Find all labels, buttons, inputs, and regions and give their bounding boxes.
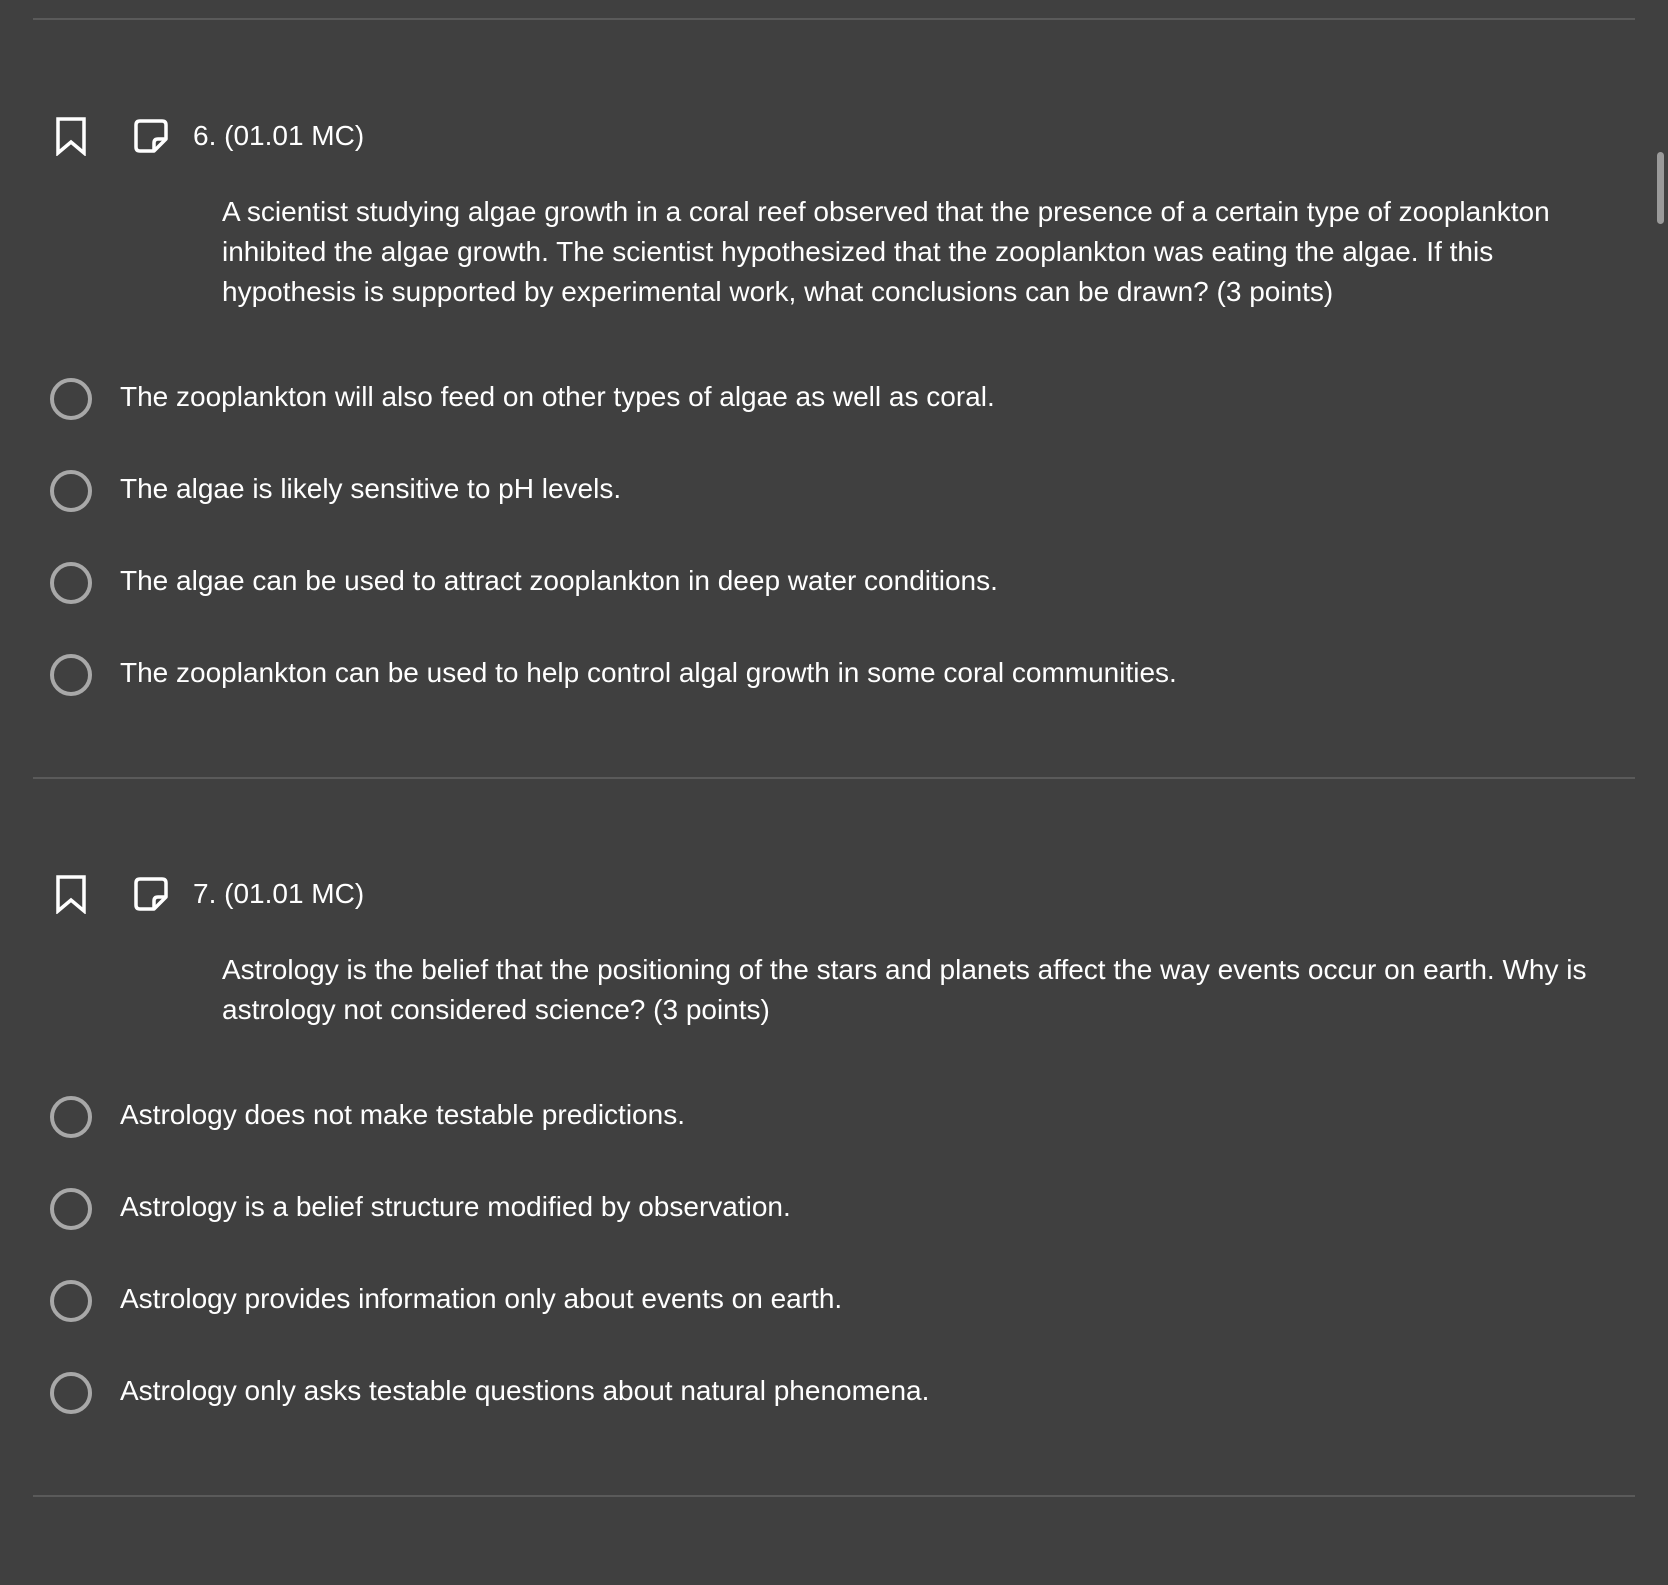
choice-label: Astrology does not make testable predictions.	[120, 1099, 685, 1130]
choice-label: The algae is likely sensitive to pH levels.	[120, 473, 622, 504]
question-number: 6. (01.01 MC)	[193, 120, 365, 151]
bookmark-icon[interactable]	[55, 116, 87, 156]
radio-button[interactable]	[50, 1372, 92, 1414]
divider-bottom	[33, 1495, 1635, 1497]
sticky-note-icon[interactable]	[134, 877, 168, 911]
answer-choice-a[interactable]	[50, 1094, 1550, 1138]
divider-middle	[33, 777, 1635, 779]
choice-label: Astrology provides information only about events on earth.	[120, 1283, 843, 1314]
choice-label: The zooplankton can be used to help control algal growth in some coral communities.	[120, 657, 1177, 688]
radio-button[interactable]	[50, 1188, 92, 1230]
question-number: 7. (01.01 MC)	[193, 878, 365, 909]
radio-button[interactable]	[50, 470, 92, 512]
answer-choice-c[interactable]	[50, 560, 1550, 604]
answer-choice-d[interactable]	[50, 652, 1550, 696]
radio-button[interactable]	[50, 654, 92, 696]
choice-label: The algae can be used to attract zooplankton in deep water conditions.	[120, 565, 998, 596]
answer-choice-d[interactable]	[50, 1370, 1550, 1414]
question-prompt: Astrology is the belief that the positioning of the stars and planets affect the way events occur on earth. Why is astrology not considered science? (3 points)	[222, 954, 1587, 1025]
divider-top	[33, 18, 1635, 20]
choice-label: Astrology only asks testable questions about natural phenomena.	[120, 1375, 930, 1406]
answer-choice-b[interactable]	[50, 1186, 1550, 1230]
scrollbar-thumb[interactable]	[1657, 152, 1664, 224]
answer-choice-c[interactable]	[50, 1278, 1550, 1322]
choice-label: Astrology is a belief structure modified by observation.	[120, 1191, 791, 1222]
choice-label: The zooplankton will also feed on other types of algae as well as coral.	[120, 381, 995, 412]
radio-button[interactable]	[50, 562, 92, 604]
bookmark-icon[interactable]	[55, 874, 87, 914]
radio-button[interactable]	[50, 1096, 92, 1138]
sticky-note-icon[interactable]	[134, 119, 168, 153]
question-header	[0, 116, 800, 156]
radio-button[interactable]	[50, 378, 92, 420]
question-prompt: A scientist studying algae growth in a coral reef observed that the presence of a certain type of zooplankton inhibited the algae growth. The scientist hypothesized that the zooplankton was eating the algae. If this hypothesis is supported by experimental work, what conclusions can be drawn? (3 points)	[222, 196, 1550, 307]
question-header	[0, 874, 800, 914]
radio-button[interactable]	[50, 1280, 92, 1322]
answer-choice-b[interactable]	[50, 468, 1550, 512]
answer-choice-a[interactable]	[50, 376, 1550, 420]
